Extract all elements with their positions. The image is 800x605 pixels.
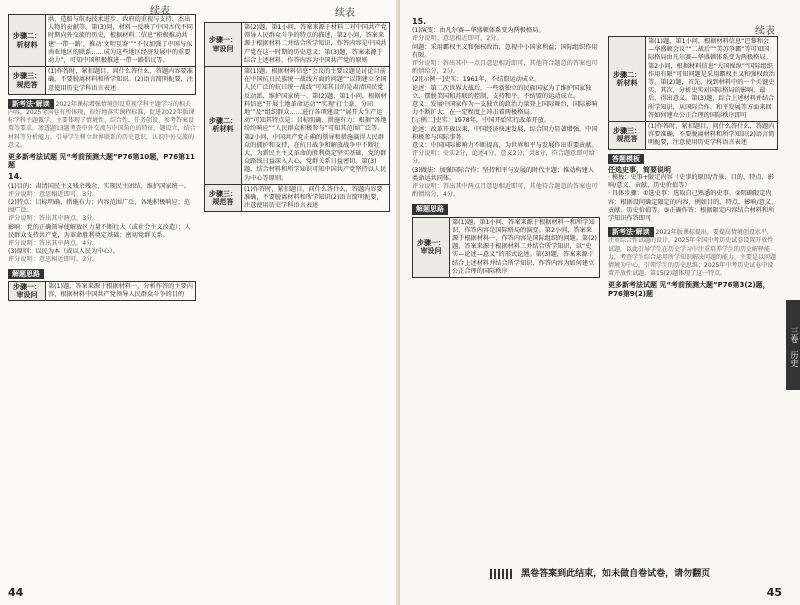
note-text: 2022年版课标提出，要提高情境创设水平，注重综合性试题的设计，2025年全国中考历史试卷设置开放性试题，以此引导学生在历史学习中注重培养学生的历史解释能力，考查学生综合运用所学知识解决问题的能力，主要是以问题情境为中心，引领学生的历史思维；2025年中考历史试卷中设置开放性试题，第15(2)题体现了这一特点。	[608, 229, 777, 278]
answer-line: 评分说明：史实2分，论述4分，意义2分，共8分，符合题意即可给分。	[412, 150, 595, 166]
solution-approach	[8, 269, 196, 279]
step-text: 第(1)题，第1小问，答案来源于根据材料一和所学知识，作答内容是国际格局的演变。第2小问，答案来源于根据材料一，作答内容是国际组织的问题。第(2)题，答案来源于根据材料二并结合所学知识，以“史实—论述—意义”的形式论述。第(3)题，答案来源于结合上述材料并结合所学知识，作答内容为如何建立公正合理的国际秩序	[450, 217, 600, 277]
column-1	[8, 14, 196, 301]
col1-top-table	[8, 14, 196, 95]
answer-line: 评分说明：答出其中两点，4分。	[8, 240, 99, 248]
answer-line: (1)演变：由凡尔赛—华盛顿体系变为两极格局。	[412, 27, 545, 35]
answer-line: (2)[示例一]史实：1961年，不结盟运动成立。	[412, 76, 541, 84]
answer-line: 意义：发展中国家作为一支独立的政治力量登上国际舞台，国际影响力不断扩大，在一定程度上冲击着两极格局。	[412, 101, 598, 117]
col1-step-text: 洪、造船与航海技术进步、政府的重视与支持、杰出人物的贡献等。第(3)问，材料一反映了中国古代不同时期向外交流的历史，根据材料二信息“积极推动共建‘一带一路’，推动‘文明互鉴’”“不仅加强了中国与东南亚地区的联系……成为这些地区经济发展中的重要动力”，可知中国积极推进一带一路倡议等。	[46, 15, 196, 67]
answer-line: (1)目的：肃清国民主义残余残余，实现民主团结，维护国家统一。	[8, 182, 191, 190]
step-label: 步骤二：析材料	[609, 37, 646, 122]
step-text: 第(1)题，根据材料信息“会议的主要议题是讨论目前在中国抗日民族统一战线方面的问题”“以期建立全国人民广泛的抗日统一战线”可知其目的是肃清国民党反动派，维护国家统一。第(2)题，第1小问，根据材料信息“开展土地革命运动”“实现‘打土豪、分田地’”及“组织群众……进行各项建设”“展开大生产运动”可知其特点是：目标明确、措施有力；根据“各地纷纷响应”“人民群众积极参与”可知其范围广泛等。第2小问，中国共产党正确的领导和措施赢得人民群众的拥护和支持，在抗日战争和解放战争中不断壮大，为新民主主义革命的胜利奠定坚实基础，党的群众路线日益深入人心，党群关系日益密切。第(3)题，结合材料和所学知识可知中国共产党坚持以人民为中心等原则。	[242, 67, 390, 185]
more-questions: 更多新考法试题 见“考前预测大题”P76第3(2)题，P76第9(2)题	[608, 281, 770, 298]
section-label: 解题思路	[8, 269, 44, 279]
right-page	[400, 0, 800, 605]
new-method-note	[608, 227, 778, 278]
answer-line: 评分说明：答出其中一点且意思相近即可，其他符合题意的答案也可酌情给分，2分。	[412, 60, 598, 76]
answer-line: 影响：党的正确领导使解放区力量不断壮大（或社会主义改造）；人民群众支持共产党，为革命胜利奠定基础；密切党群关系。	[8, 223, 191, 239]
solution-approach	[412, 204, 600, 214]
footer-notice	[490, 566, 720, 584]
col1-step-label: 步骤二：析材料	[9, 15, 46, 67]
col1-header: 续表	[150, 6, 170, 17]
answer-line: 评分说明：意思相近即可，2分。	[412, 35, 503, 43]
note-text: 2022年课标增强情境创设重视学科主题学习的相关内容，2025全国卷有所体现，很好地落实课程标准，促进2022年版课标学科主题教学，主要体现了情境性、综合性、任务创设、参考答案设置等要求，渗透题13题考查中外交流与中国角色的特征，题设立，结合材料等分析能力，引导学生树立世界联系的历史意识，认识中外交流的意义。	[8, 100, 196, 149]
answer-line: 意义：中国国际影响力不断提高，为世界和平与发展作出重要贡献。	[412, 142, 598, 150]
template-line: · 模板：史事+限定内容（史事的原因/背景、目的、特点、影响/意义、贡献、历史价值等）	[608, 174, 774, 190]
step-text: 第(1)题，第1小问，根据材料信息“巴黎和会—华盛顿会议”“二战后”“美苏争霸”等可知国际格局由凡尔赛—华盛顿体系变为两极格局。第2小问，根据材料信息“大国操纵”“国际组织作用有限”可知问题是采用霸权主义和强权政治等。第(2)题，首先，找到材料中的一个关键史实，其次，分析史实对国际格局的影响，最后，得出意义。第(3)题，综合上述材料并结合所学知识，从国际合作、和平发展等方面来回答如何建立公正合理的国际秩序即可	[646, 37, 778, 122]
page-number-right: 45	[766, 586, 782, 599]
answer-line: (3)原则：以民为本（或以人民为中心）。	[8, 248, 119, 256]
answer-line: [示例二]史实：1978年，中国开始实行改革开放。	[412, 117, 551, 125]
col3-step1-table	[412, 217, 600, 278]
answer-line: 论述：第二次世界大战后，一些新独立的民族国家为了维护国家独立，摆脱美国和苏联的控制，支持和平、不结盟的运动成立。	[412, 84, 592, 100]
answer-line: (3)做法：加强国际合作；坚持和平与发展的时代主题；推动构建人类命运共同体。	[412, 166, 595, 182]
subject-side-tab: 三卷 历史	[786, 300, 800, 390]
col1-step-label: 步骤三：规范答	[9, 67, 46, 95]
step-label: 步骤三：规范答	[205, 184, 242, 212]
template-title: 任选史事，简要说明	[608, 165, 671, 174]
col1-step-text: (1)作答时，紧扣题目，问什么答什么，答题内容要准确，不要脱离材料和所学知识。(2)语言简明扼要，注意使用历史学科语言表述	[46, 67, 196, 95]
step-label: 步骤一：审设问	[9, 281, 46, 300]
answer-template	[608, 154, 778, 224]
template-line: · 具体步骤：①选史事：选取自己熟悉的史事。②明确限定内容：根据设问确定限定的内容，例如目的、特点、影响/意义、贡献、历史价值等。③正确作答：根据限定内容结合材料和所学知识作答即可	[608, 190, 778, 223]
question-14	[8, 173, 196, 264]
answer-line: 论述：改革开放以来，中国经济快速发展，综合国力显著增强，中国积极参与国际事务。	[412, 125, 598, 141]
note-label: 新考法·解读	[608, 227, 654, 237]
col4-table	[608, 36, 778, 150]
column-2	[204, 22, 390, 212]
question-number: 15.	[412, 17, 427, 26]
new-method-note	[8, 99, 196, 150]
step-text: (1)作答时，紧扣题目，问什么答什么，答题内容要准确，不要脱离材料和所学知识(2)语言简明扼要，注意使用历史学科语言表述	[646, 122, 778, 150]
question-number: 14.	[8, 172, 23, 182]
col2-table	[204, 22, 390, 212]
more-questions: 更多新考法试题 见“考前预测大题”P76第10题，P76第11题	[8, 153, 195, 170]
answer-line: 评分说明：意思相近即可，2分。	[8, 256, 99, 264]
col2-header: 续表	[335, 8, 355, 19]
note-label: 新考法·解读	[8, 99, 54, 109]
step-label: 步骤二：析材料	[205, 67, 242, 185]
step-label: 步骤三：规范答	[609, 122, 646, 150]
answer-line: 评分说明：答出其中两点且意思相近即可，其他符合题意的答案也可酌情给分，4分。	[412, 183, 598, 199]
footer-text: 黑卷答案到此结束，如未做自卷试卷，请勿翻页	[521, 569, 711, 579]
step-label: 步骤一：审设问	[205, 23, 242, 67]
col4-header: 续表	[755, 26, 775, 37]
col1-step1-table	[8, 281, 196, 301]
answer-line: 评分说明：意思相近即可，3分。	[8, 190, 99, 198]
barcode-icon	[490, 569, 514, 579]
answer-line: (2)特点：目标明确，措施有力；内容范围广泛，各地积极响应；范围广泛。	[8, 199, 191, 215]
step-text: 第(2)题，第1小问，答案来源于材料二对中国共产党领导人民群众斗争的特点的描述，第2小问，答案来源于根据材料二并结合所学知识，作答内容是中国共产党在这一时期的历史意义；第(3)题，答案来源于综合上述材料，作答内容为中国共产党的原则	[242, 23, 390, 67]
section-label: 解题思路	[412, 204, 448, 214]
step-text: 第(1)题，答案来源于根据材料一，分析作答的主要内容，根据材料中国共产党领导人民群众斗争的目的	[46, 281, 196, 300]
answer-line: 评分说明：答出其中两点，3分。	[8, 215, 99, 223]
step-label: 步骤一：审设问	[413, 217, 450, 277]
page-number-left: 44	[8, 586, 24, 599]
column-3	[412, 18, 600, 278]
section-label: 答题模板	[608, 154, 644, 164]
step-text: (1)作答时，紧扣题目，问什么答什么，答题内容要准确，不要脱离材料和所学知识(2)语言简明扼要，注意使用历史学科语言表述	[242, 184, 390, 212]
answer-line: 问题：采用霸权主义和强权政治，忽视中小国家利益；国际组织作用有限。	[412, 43, 598, 59]
column-4	[608, 36, 778, 298]
